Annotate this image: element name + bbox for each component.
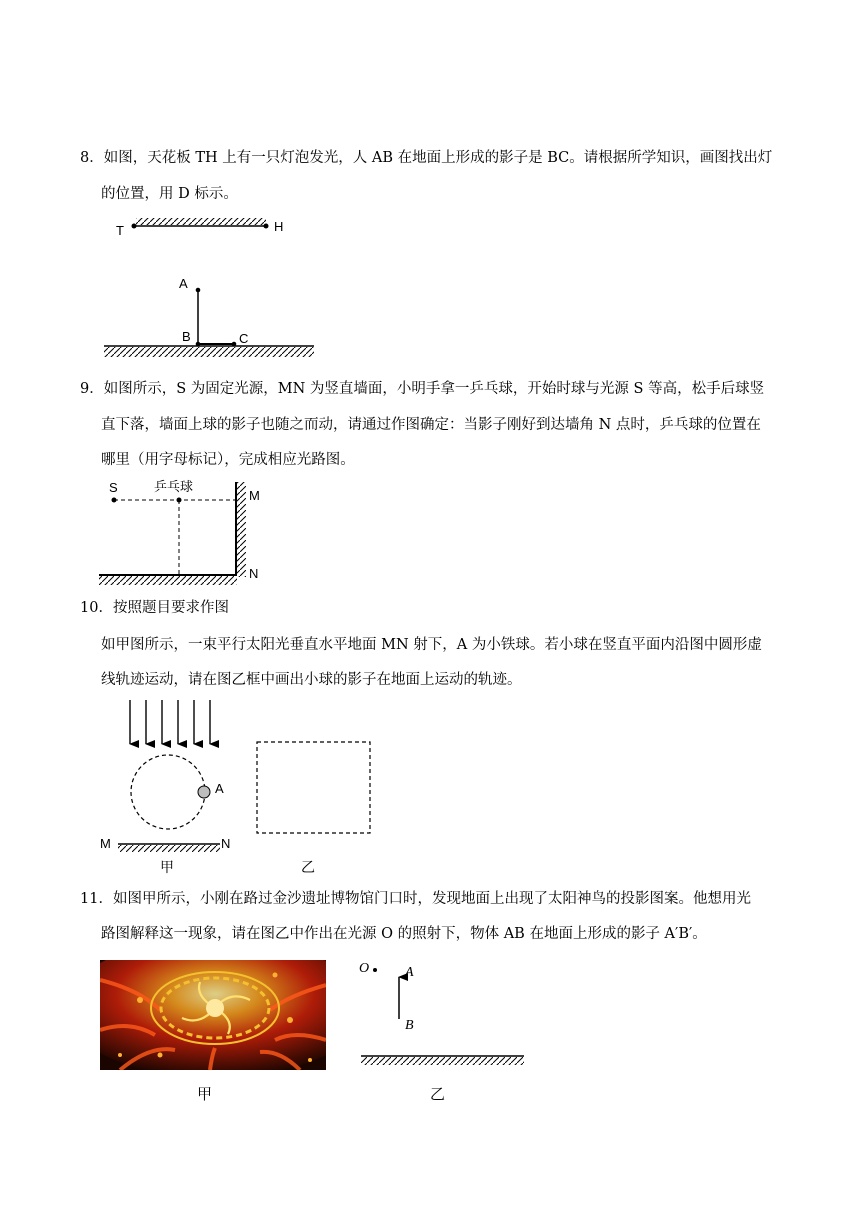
q8-label-a: A (179, 276, 188, 291)
q10-label-n: N (221, 836, 231, 851)
q8-number: 8． (80, 150, 104, 166)
q11-line-2: 路图解释这一现象，请在图乙中作出在光源 O 的照射下，物体 AB 在地面上形成的影子 A′B′。 (101, 926, 707, 942)
q10-caption-right: 乙 (301, 860, 315, 876)
q9-line-1: 如图所示，S 为固定光源，MN 为竖直墙面，小明手拿一乒乓球，开始时球与光源 S 等高，松手后球竖 (103, 381, 765, 397)
q8-point-h (264, 224, 269, 229)
q9-number: 9． (80, 381, 104, 397)
q8-figure (96, 210, 326, 366)
q11-caption-left: 甲 (197, 1085, 213, 1103)
q10-ground-mn (118, 844, 220, 852)
q8-ceiling (134, 218, 266, 226)
q10-line-1: 如甲图所示，一束平行太阳光垂直水平地面 MN 射下，A 为小铁球。若小球在竖直平面内沿图中圆形虚 (101, 637, 762, 653)
q9-wall-mn (236, 482, 246, 577)
q10-caption-left: 甲 (160, 860, 174, 876)
q10-figure (96, 696, 386, 881)
q9-figure (96, 474, 276, 586)
q8-ground (104, 346, 314, 357)
q8-label-h: H (274, 219, 284, 234)
q9-floor (99, 575, 237, 585)
q11-label-a: A (405, 965, 414, 980)
q10-iron-ball-a (198, 786, 210, 798)
q11-light-source-o (373, 968, 377, 972)
q11-label-b: B (405, 1018, 414, 1033)
q8-label-c: C (239, 331, 249, 346)
q8-label-t: T (116, 223, 124, 238)
q10-answer-box (257, 742, 370, 833)
q10-line-2: 线轨迹运动，请在图乙框中画出小球的影子在地面上运动的轨迹。 (101, 672, 522, 688)
q10-label-a: A (215, 781, 224, 796)
q11-caption-right: 乙 (430, 1085, 446, 1103)
q10-circular-trajectory (131, 755, 205, 829)
q11-number: 11． (80, 891, 113, 907)
q11-figure (355, 955, 530, 1075)
q8-point-t (132, 224, 137, 229)
q9-label-m: M (249, 488, 260, 503)
q8-label-b: B (182, 329, 191, 344)
sun-bird-projection-photo (100, 960, 326, 1070)
q11-label-o: O (359, 961, 370, 976)
q9-label-ball: 乒乓球 (154, 480, 194, 495)
q10-label-m: M (100, 836, 111, 851)
q9-label-s: S (109, 480, 118, 495)
q10-sunlight-rays (130, 700, 210, 744)
q10-title: 按照题目要求作图 (112, 600, 229, 616)
q8-line-2: 的位置，用 D 标示。 (101, 186, 238, 202)
q9-line-2: 直下落，墙面上球的影子也随之而动，请通过作图确定：当影子刚好到达墙角 N 点时，乒乓球的位置在 (101, 417, 761, 433)
q10-number: 10． (80, 600, 113, 616)
q9-line-3: 哪里（用字母标记），完成相应光路图。 (101, 452, 355, 468)
q8-line-1: 如图，天花板 TH 上有一只灯泡发光，人 AB 在地面上形成的影子是 BC。请根据所学知识，画图找出灯 (103, 150, 773, 166)
q9-label-n: N (249, 566, 259, 581)
q11-line-1: 如图甲所示，小刚在路过金沙遗址博物馆门口时，发现地面上出现了太阳神鸟的投影图案。他想用光 (112, 891, 751, 907)
q11-ground (361, 1056, 524, 1065)
